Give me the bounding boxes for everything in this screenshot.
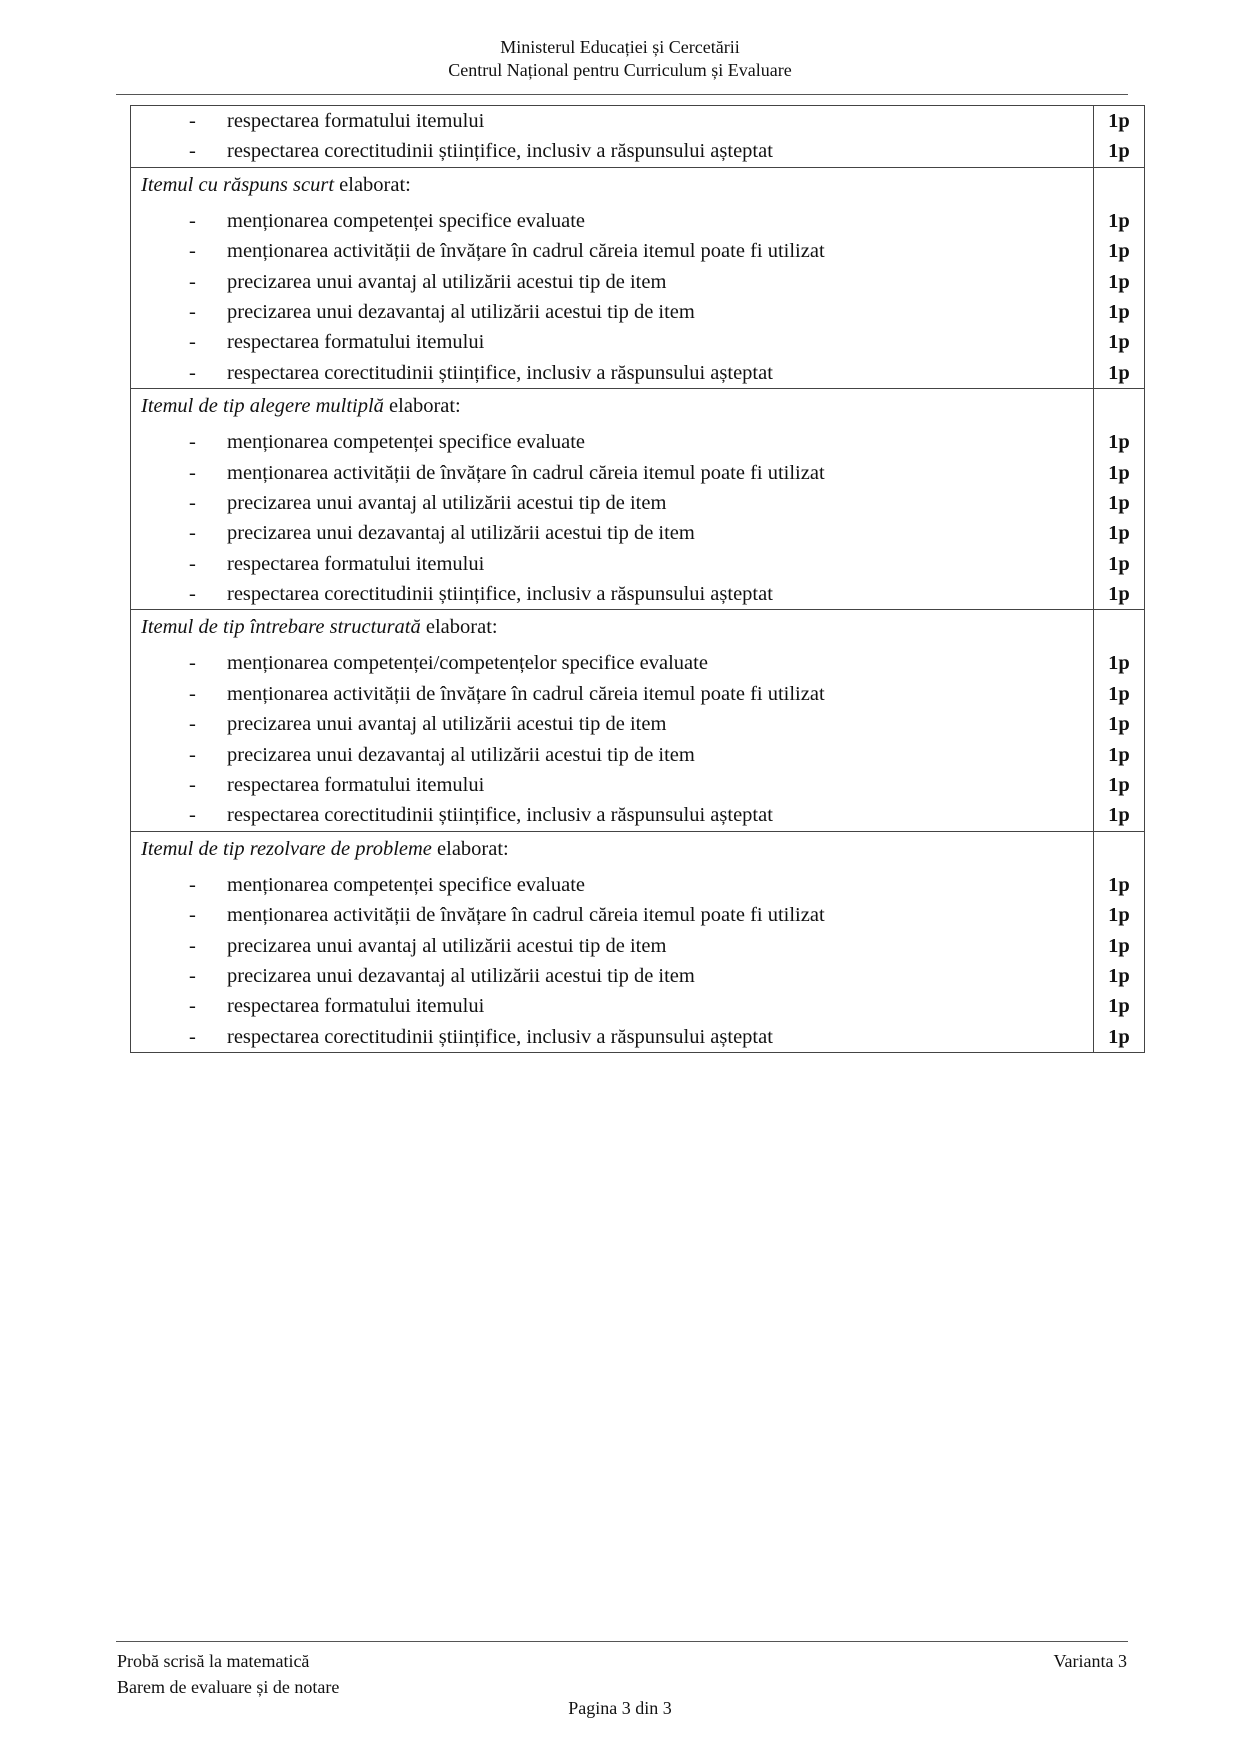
bullet-dash: - <box>189 1025 196 1048</box>
table-section <box>131 831 1144 1052</box>
criterion-row <box>141 327 1093 357</box>
criterion-points: 1p <box>1108 873 1130 896</box>
criterion-points: 1p <box>1108 331 1130 354</box>
criterion-points: 1p <box>1108 461 1130 484</box>
criterion-text: respectarea formatului itemului <box>227 995 485 1018</box>
criterion-row <box>141 648 1093 678</box>
footer-divider <box>116 1641 1128 1642</box>
bullet-dash: - <box>189 431 196 454</box>
criterion-row <box>141 549 1093 579</box>
points-cell <box>1094 106 1144 167</box>
criterion-points: 1p <box>1108 743 1130 766</box>
header-divider <box>116 94 1128 95</box>
table-section <box>131 388 1144 609</box>
criterion-text: menționarea competenței/competențelor specifice evaluate <box>227 652 708 675</box>
bullet-dash: - <box>189 904 196 927</box>
criterion-text: precizarea unui avantaj al utilizării acestui tip de item <box>227 270 667 293</box>
bullet-dash: - <box>189 240 196 263</box>
criterion-text: precizarea unui dezavantaj al utilizării acestui tip de item <box>227 522 695 545</box>
criterion-points: 1p <box>1108 140 1130 163</box>
criterion-points: 1p <box>1108 209 1130 232</box>
bullet-dash: - <box>189 491 196 514</box>
criterion-text: precizarea unui avantaj al utilizării acestui tip de item <box>227 934 667 957</box>
section-title-rest: elaborat: <box>431 837 509 860</box>
bullet-dash: - <box>189 964 196 987</box>
bullet-dash: - <box>189 209 196 232</box>
criterion-text: precizarea unui dezavantaj al utilizării acestui tip de item <box>227 743 695 766</box>
bullet-dash: - <box>189 522 196 545</box>
section-title <box>141 389 1093 423</box>
criterion-points: 1p <box>1108 904 1130 927</box>
criterion-points: 1p <box>1108 995 1130 1018</box>
criterion-text: precizarea unui dezavantaj al utilizării acestui tip de item <box>227 964 695 987</box>
points-cell <box>1094 168 1144 388</box>
criterion-points: 1p <box>1108 774 1130 797</box>
section-title <box>141 610 1093 644</box>
criterion-text: menționarea activității de învățare în cadrul căreia itemul poate fi utilizat <box>227 682 825 705</box>
criterion-text: precizarea unui avantaj al utilizării acestui tip de item <box>227 713 667 736</box>
criterion-row <box>141 136 1093 166</box>
criterion-text: menționarea activității de învățare în cadrul căreia itemul poate fi utilizat <box>227 461 825 484</box>
table-section <box>131 609 1144 830</box>
criterion-points: 1p <box>1108 270 1130 293</box>
criterion-text: respectarea corectitudinii științifice, inclusiv a răspunsului așteptat <box>227 804 773 827</box>
criterion-text: precizarea unui avantaj al utilizării acestui tip de item <box>227 491 667 514</box>
criterion-points: 1p <box>1108 583 1130 606</box>
criterion-row <box>141 961 1093 991</box>
bullet-dash: - <box>189 774 196 797</box>
bullet-dash: - <box>189 552 196 575</box>
criteria-cell <box>131 389 1094 609</box>
bullet-dash: - <box>189 934 196 957</box>
criterion-text: respectarea formatului itemului <box>227 552 485 575</box>
criterion-row <box>141 458 1093 488</box>
page-number: Pagina 3 din 3 <box>568 1698 672 1718</box>
criterion-text: menționarea activității de învățare în cadrul căreia itemul poate fi utilizat <box>227 240 825 263</box>
criterion-points: 1p <box>1108 552 1130 575</box>
criterion-row <box>141 518 1093 548</box>
criterion-row <box>141 297 1093 327</box>
criterion-points: 1p <box>1108 240 1130 263</box>
criteria-cell <box>131 610 1094 830</box>
bullet-dash: - <box>189 583 196 606</box>
bullet-dash: - <box>189 995 196 1018</box>
section-title-italic: Itemul de tip alegere multiplă <box>141 395 384 418</box>
bullet-dash: - <box>189 804 196 827</box>
criterion-row <box>141 206 1093 236</box>
criterion-points: 1p <box>1108 431 1130 454</box>
criterion-points: 1p <box>1108 934 1130 957</box>
section-title-rest: elaborat: <box>383 395 461 418</box>
criterion-row <box>141 770 1093 800</box>
bullet-dash: - <box>189 300 196 323</box>
bullet-dash: - <box>189 743 196 766</box>
criterion-text: precizarea unui dezavantaj al utilizării acestui tip de item <box>227 300 695 323</box>
section-title <box>141 832 1093 866</box>
criterion-points: 1p <box>1108 110 1130 132</box>
criterion-row <box>141 106 1093 136</box>
footer-left <box>117 1648 339 1700</box>
criterion-text: menționarea competenței specifice evaluate <box>227 431 585 454</box>
criterion-row <box>141 709 1093 739</box>
criterion-text: respectarea corectitudinii științifice, inclusiv a răspunsului așteptat <box>227 361 773 384</box>
bullet-dash: - <box>189 331 196 354</box>
points-cell <box>1094 832 1144 1052</box>
criterion-text: menționarea activității de învățare în cadrul căreia itemul poate fi utilizat <box>227 904 825 927</box>
ministry-name: Ministerul Educației și Cercetării <box>500 37 740 57</box>
table-section <box>131 167 1144 388</box>
center-name: Centrul Național pentru Curriculum și Evaluare <box>448 60 792 80</box>
exam-name: Probă scrisă la matematică <box>117 1651 310 1671</box>
page-header <box>0 36 1240 82</box>
points-cell <box>1094 389 1144 609</box>
section-title <box>141 168 1093 202</box>
criteria-cell <box>131 832 1094 1052</box>
criterion-row <box>141 236 1093 266</box>
criterion-points: 1p <box>1108 964 1130 987</box>
section-title-italic: Itemul de tip rezolvare de probleme <box>141 837 432 860</box>
criterion-row <box>141 679 1093 709</box>
criterion-row <box>141 870 1093 900</box>
criterion-row <box>141 267 1093 297</box>
criterion-text: menționarea competenței specifice evaluate <box>227 873 585 896</box>
scoring-table <box>130 105 1145 1053</box>
criterion-row <box>141 1022 1093 1052</box>
criterion-points: 1p <box>1108 1025 1130 1048</box>
bullet-dash: - <box>189 873 196 896</box>
criterion-text: respectarea corectitudinii științifice, inclusiv a răspunsului așteptat <box>227 1025 773 1048</box>
criterion-row <box>141 740 1093 770</box>
criterion-points: 1p <box>1108 522 1130 545</box>
bullet-dash: - <box>189 713 196 736</box>
criterion-text: respectarea corectitudinii științifice, inclusiv a răspunsului așteptat <box>227 140 773 163</box>
section-title-italic: Itemul de tip întrebare structurată <box>141 616 421 639</box>
section-title-italic: Itemul cu răspuns scurt <box>141 173 335 196</box>
criterion-points: 1p <box>1108 713 1130 736</box>
points-cell <box>1094 610 1144 830</box>
criterion-text: respectarea corectitudinii științifice, inclusiv a răspunsului așteptat <box>227 583 773 606</box>
table-section <box>131 106 1144 167</box>
criterion-points: 1p <box>1108 804 1130 827</box>
criterion-text: menționarea competenței specifice evaluate <box>227 209 585 232</box>
section-title-rest: elaborat: <box>420 616 498 639</box>
bullet-dash: - <box>189 461 196 484</box>
bullet-dash: - <box>189 110 196 132</box>
criterion-points: 1p <box>1108 361 1130 384</box>
criterion-row <box>141 358 1093 388</box>
criterion-row <box>141 579 1093 609</box>
criterion-points: 1p <box>1108 682 1130 705</box>
criteria-cell <box>131 168 1094 388</box>
criterion-points: 1p <box>1108 491 1130 514</box>
criterion-row <box>141 488 1093 518</box>
document-type: Barem de evaluare și de notare <box>117 1677 340 1697</box>
criterion-text: respectarea formatului itemului <box>227 110 485 132</box>
bullet-dash: - <box>189 361 196 384</box>
criterion-text: respectarea formatului itemului <box>227 331 485 354</box>
bullet-dash: - <box>189 140 196 163</box>
criterion-row <box>141 931 1093 961</box>
criterion-text: respectarea formatului itemului <box>227 774 485 797</box>
criterion-points: 1p <box>1108 652 1130 675</box>
criterion-row <box>141 991 1093 1021</box>
bullet-dash: - <box>189 682 196 705</box>
variant-label: Varianta 3 <box>1053 1651 1127 1671</box>
section-title-rest: elaborat: <box>334 173 411 196</box>
criterion-row <box>141 800 1093 830</box>
criterion-row <box>141 900 1093 930</box>
bullet-dash: - <box>189 270 196 293</box>
criterion-row <box>141 427 1093 457</box>
criteria-cell <box>131 106 1094 167</box>
bullet-dash: - <box>189 652 196 675</box>
criterion-points: 1p <box>1108 300 1130 323</box>
